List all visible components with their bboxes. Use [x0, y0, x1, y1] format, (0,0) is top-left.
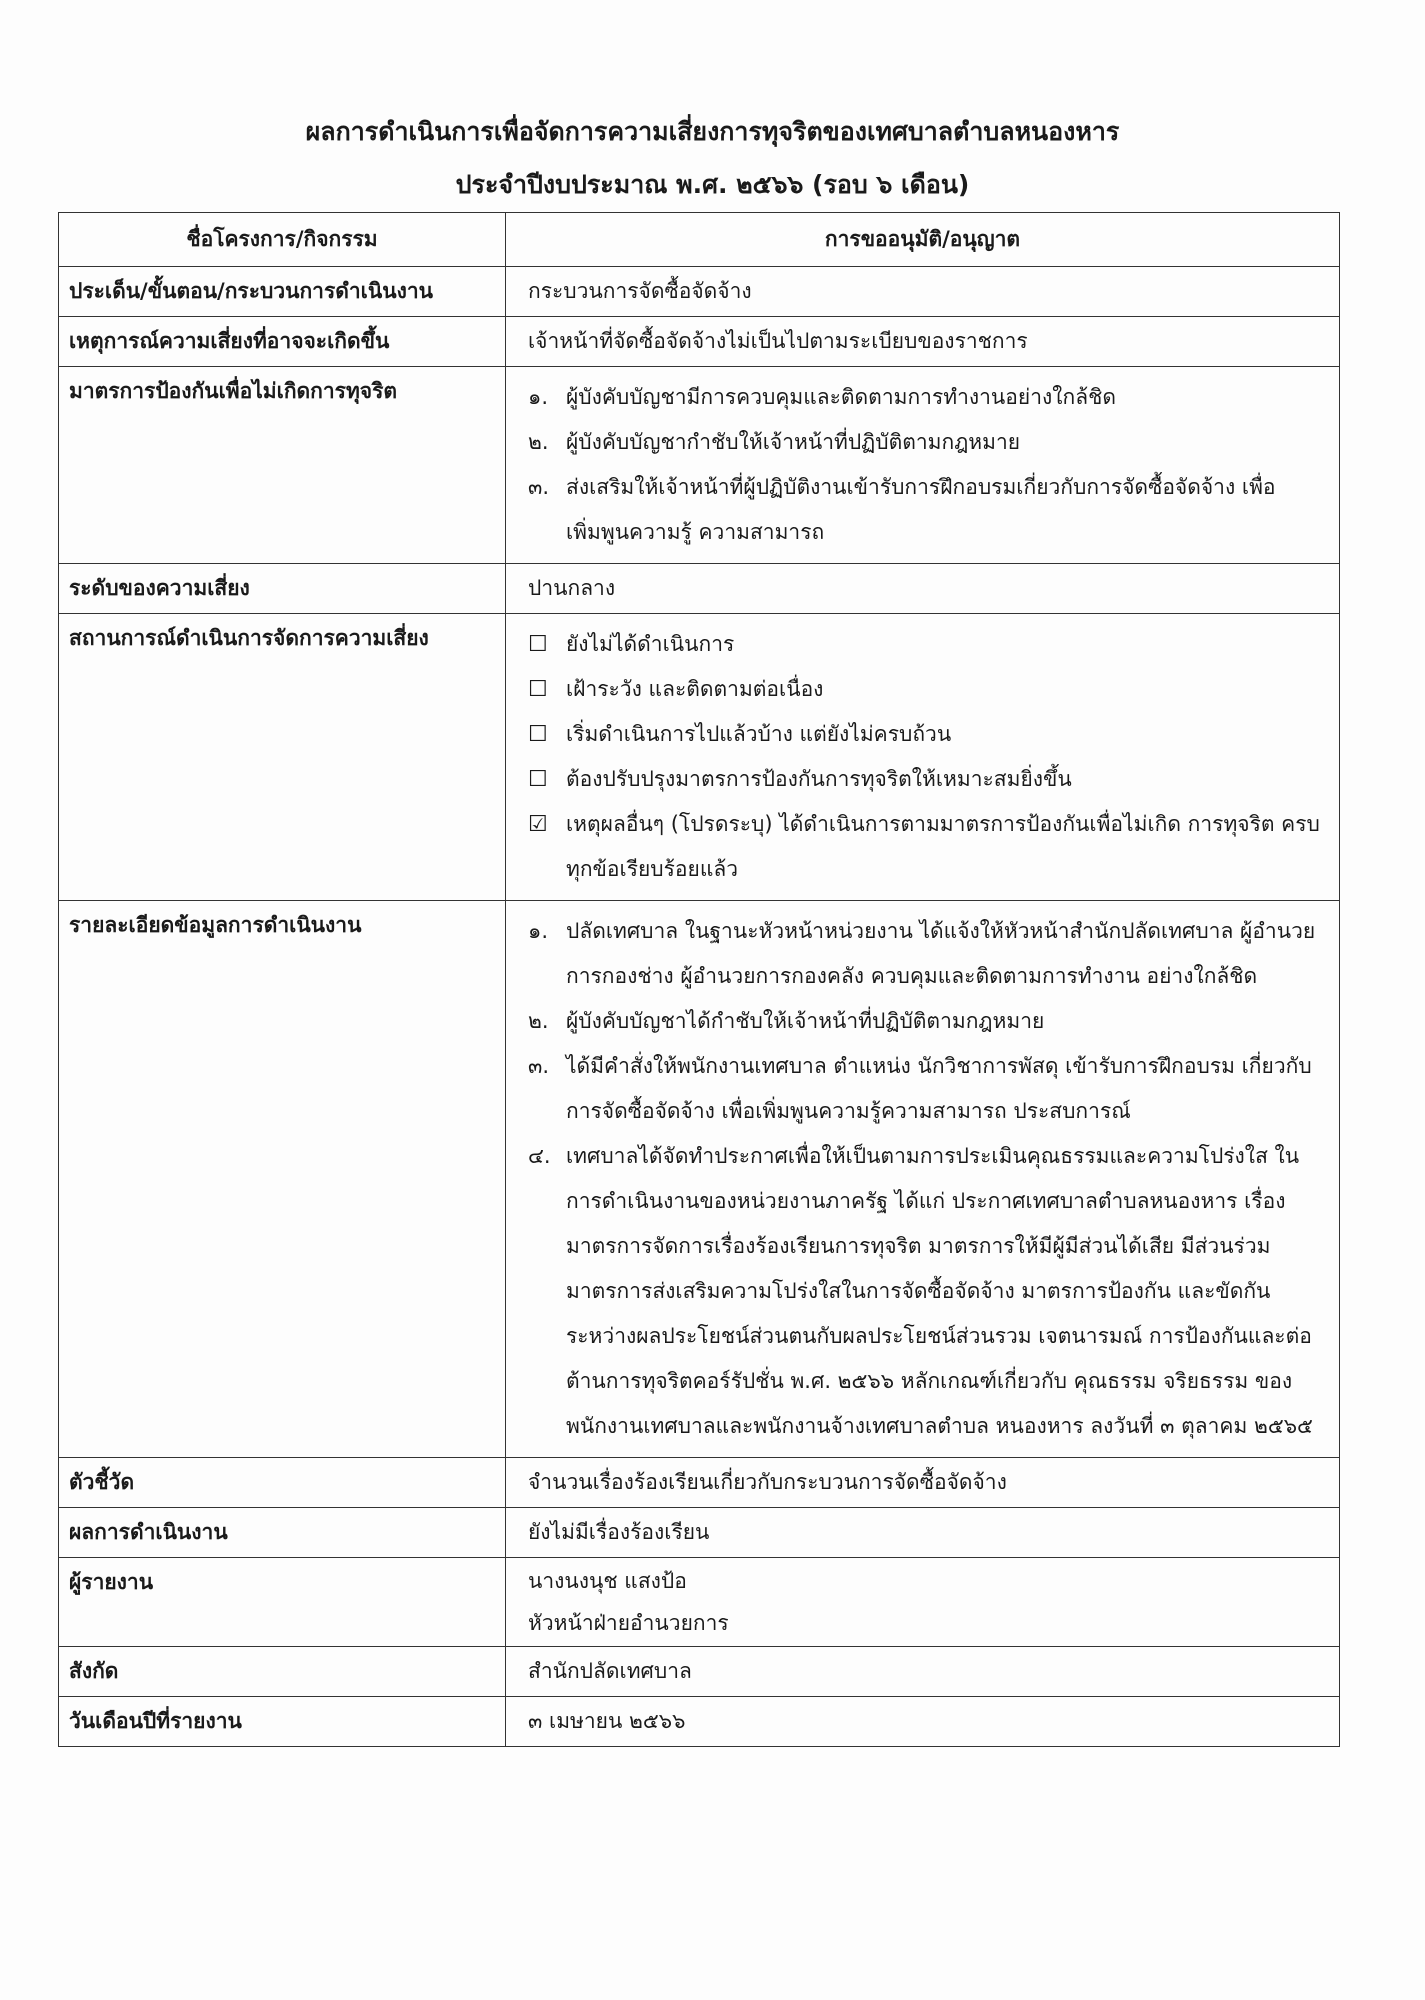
list-item: [528, 420, 1329, 465]
status-option: [528, 667, 1329, 712]
result-label: ผลการดำเนินงาน: [59, 1508, 506, 1558]
list-item: [528, 999, 1329, 1044]
row-result: [59, 1508, 1340, 1558]
document-subtitle: ประจำปีงบประมาณ พ.ศ. ๒๕๖๖ (รอบ ๖ เดือน): [455, 170, 970, 199]
risk-event-label: เหตุการณ์ความเสี่ยงที่อาจจะเกิดขึ้น: [59, 317, 506, 367]
indicator-label: ตัวชี้วัด: [59, 1458, 506, 1508]
item-text: ผู้บังคับบัญชากำชับให้เจ้าหน้าที่ปฏิบัติตามกฎหมาย: [566, 430, 1021, 454]
item-text: ส่งเสริมให้เจ้าหน้าที่ผู้ปฏิบัติงานเข้ารับการฝึกอบรมเกี่ยวกับการจัดซื้อจัดจ้าง เพื่อเพิ่มพูนความรู้ ความสามารถ: [566, 475, 1276, 544]
row-status: [59, 614, 1340, 901]
status-option: [528, 712, 1329, 757]
list-item: [528, 465, 1329, 555]
status-option: [528, 757, 1329, 802]
row-risk-event: [59, 317, 1340, 367]
details-list: [506, 901, 1340, 1458]
option-text: เฝ้าระวัง และติดตามต่อเนื่อง: [566, 677, 824, 701]
reporter-value: [506, 1558, 1340, 1647]
item-text: ได้มีคำสั่งให้พนักงานเทศบาล ตำแหน่ง นักวิชาการพัสดุ เข้ารับการฝึกอบรม เกี่ยวกับการจัดซื้อจัดจ้าง เพื่อเพิ่มพูนความรู้ความสามารถ ประสบการณ์: [566, 1054, 1312, 1123]
option-text: ยังไม่ได้ดำเนินการ: [566, 632, 735, 656]
header-project: ชื่อโครงการ/กิจกรรม: [59, 213, 506, 267]
report-date-label: วันเดือนปีที่รายงาน: [59, 1697, 506, 1747]
checkbox-icon: ☐: [528, 677, 548, 702]
item-number: ๔.: [528, 1144, 551, 1168]
option-text: เริ่มดำเนินการไปแล้วบ้าง แต่ยังไม่ครบถ้วน: [566, 722, 952, 746]
list-item: [528, 1044, 1329, 1134]
row-details: [59, 901, 1340, 1458]
document-title: ผลการดำเนินการเพื่อจัดการความเสี่ยงการทุจริตของเทศบาลตำบลหนองหาร: [305, 117, 1120, 146]
list-item: [528, 375, 1329, 420]
item-number: ๑.: [528, 385, 549, 409]
status-option: [528, 802, 1329, 892]
indicator-value: จำนวนเรื่องร้องเรียนเกี่ยวกับกระบวนการจัดซื้อจัดจ้าง: [506, 1458, 1340, 1508]
row-process: [59, 267, 1340, 317]
list-item: [528, 1134, 1329, 1449]
item-number: ๒.: [528, 1009, 549, 1033]
risk-level-label: ระดับของความเสี่ยง: [59, 564, 506, 614]
row-reporter: [59, 1558, 1340, 1647]
option-text: ต้องปรับปรุงมาตรการป้องกันการทุจริตให้เหมาะสมยิ่งขึ้น: [566, 767, 1072, 791]
row-prevention: [59, 367, 1340, 564]
option-text: เหตุผลอื่นๆ (โปรดระบุ) ได้ดำเนินการตามมาตรการป้องกันเพื่อไม่เกิด การทุจริต ครบทุกข้อเรียบร้อยแล้ว: [566, 812, 1320, 881]
checkbox-icon: ☐: [528, 722, 548, 747]
item-number: ๓.: [528, 1054, 550, 1078]
item-text: ปลัดเทศบาล ในฐานะหัวหน้าหน่วยงาน ได้แจ้งให้หัวหน้าสำนักปลัดเทศบาล ผู้อำนวยการกองช่าง ผู้อำนวยการกองคลัง ควบคุมและติดตามการทำงาน อย่างใกล้ชิด: [566, 919, 1316, 988]
checked-checkbox-icon: ☑: [528, 812, 548, 837]
prevention-label: มาตรการป้องกันเพื่อไม่เกิดการทุจริต: [59, 367, 506, 564]
row-risk-level: [59, 564, 1340, 614]
item-text: ผู้บังคับบัญชาได้กำชับให้เจ้าหน้าที่ปฏิบัติตามกฎหมาย: [566, 1009, 1045, 1033]
affiliation-value: สำนักปลัดเทศบาล: [506, 1647, 1340, 1697]
risk-event-value: เจ้าหน้าที่จัดซื้อจัดจ้างไม่เป็นไปตามระเบียบของราชการ: [506, 317, 1340, 367]
row-report-date: [59, 1697, 1340, 1747]
affiliation-label: สังกัด: [59, 1647, 506, 1697]
process-label: ประเด็น/ขั้นตอน/กระบวนการดำเนินงาน: [59, 267, 506, 317]
risk-level-value: ปานกลาง: [506, 564, 1340, 614]
reporter-name: นางนงนุช แสงป้อ: [528, 1569, 687, 1593]
result-value: ยังไม่มีเรื่องร้องเรียน: [506, 1508, 1340, 1558]
checkbox-icon: ☐: [528, 632, 548, 657]
reporter-position: หัวหน้าฝ่ายอำนวยการ: [528, 1611, 729, 1635]
status-label: สถานการณ์ดำเนินการจัดการความเสี่ยง: [59, 614, 506, 901]
item-number: ๑.: [528, 919, 549, 943]
row-indicator: [59, 1458, 1340, 1508]
status-options: [506, 614, 1340, 901]
risk-report-table: [58, 212, 1340, 1747]
checkbox-icon: ☐: [528, 767, 548, 792]
table-header-row: [59, 213, 1340, 267]
item-number: ๒.: [528, 430, 549, 454]
reporter-label: ผู้รายงาน: [59, 1558, 506, 1647]
item-text: ผู้บังคับบัญชามีการควบคุมและติดตามการทำงานอย่างใกล้ชิด: [566, 385, 1116, 409]
row-affiliation: [59, 1647, 1340, 1697]
header-approval: การขออนุมัติ/อนุญาต: [506, 213, 1340, 267]
process-value: กระบวนการจัดซื้อจัดจ้าง: [506, 267, 1340, 317]
prevention-list: [506, 367, 1340, 564]
item-number: ๓.: [528, 475, 550, 499]
status-option: [528, 622, 1329, 667]
list-item: [528, 909, 1329, 999]
details-label: รายละเอียดข้อมูลการดำเนินงาน: [59, 901, 506, 1458]
item-text: เทศบาลได้จัดทำประกาศเพื่อให้เป็นตามการประเมินคุณธรรมและความโปร่งใส ในการดำเนินงานของหน่วยงานภาครัฐ ได้แก่ ประกาศเทศบาลตำบลหนองหาร เรื่อง มาตรการจัดการเรื่องร้องเรียนการทุจริต มาตรการให้มีผู้มีส่วนได้เสีย มีส่วนร่วมมาตรการส่งเสริมความโปร่งใสในการจัดซื้อจัดจ้าง มาตรการป้องกัน และขัดกันระหว่างผลประโยชน์ส่วนตนกับผลประโยชน์ส่วนรวม เจตนารมณ์ การป้องกันและต่อต้านการทุจริตคอร์รัปชั่น พ.ศ. ๒๕๖๖ หลักเกณฑ์เกี่ยวกับ คุณธรรม จริยธรรม ของพนักงานเทศบาลและพนักงานจ้างเทศบาลตำบล หนองหาร ลงวันที่ ๓ ตุลาคม ๒๕๖๕: [566, 1144, 1313, 1438]
report-date-value: ๓ เมษายน ๒๕๖๖: [506, 1697, 1340, 1747]
